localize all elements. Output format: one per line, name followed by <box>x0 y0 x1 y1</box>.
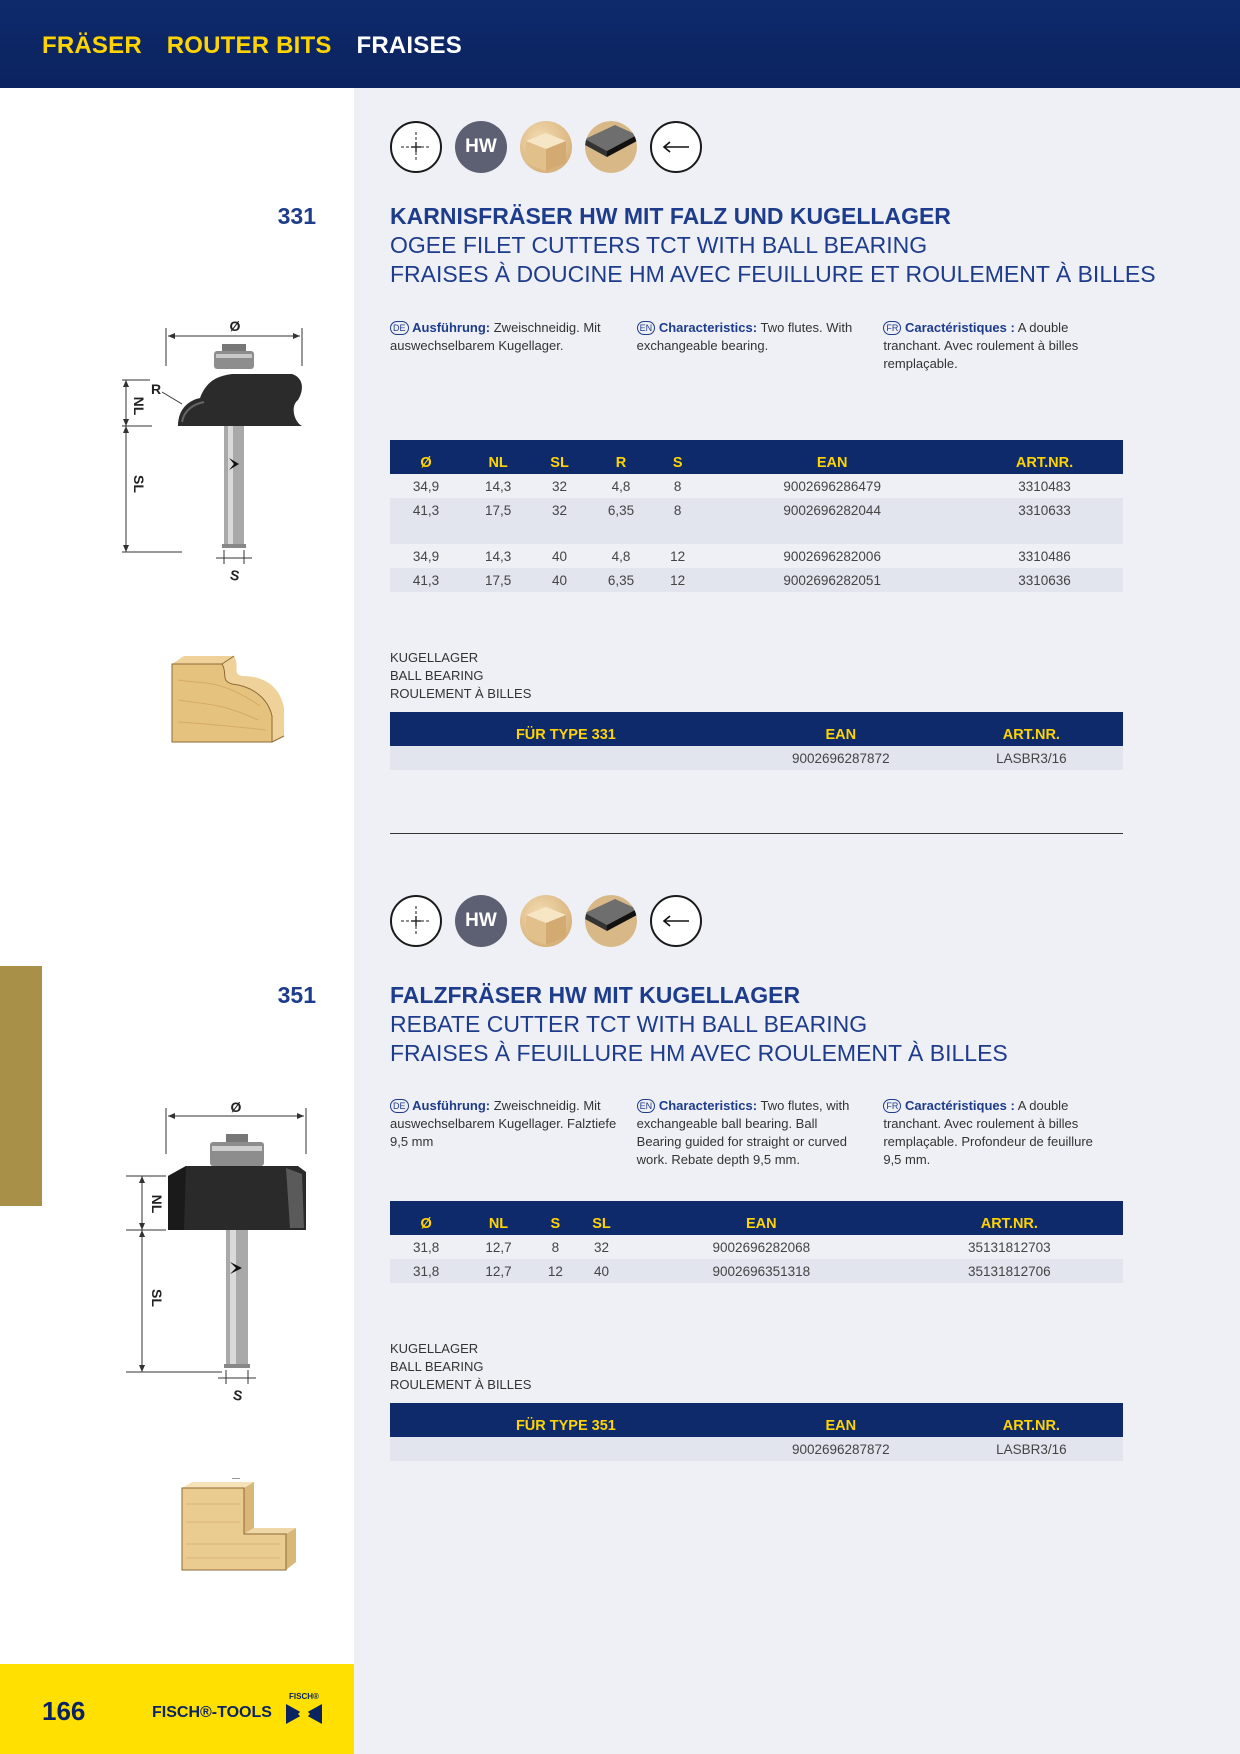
bearing-label <box>390 649 531 703</box>
table-cell: 9002696282044 <box>698 498 966 522</box>
nl-label: NL <box>149 1194 165 1214</box>
shank-label: S <box>228 566 241 584</box>
table-header-row <box>390 440 1123 474</box>
lang-badge-en: EN <box>637 321 656 335</box>
column-header: EAN <box>698 440 966 474</box>
table-cell: 31,8 <box>390 1259 462 1283</box>
table-cell: 12 <box>535 1259 576 1283</box>
table-cell: 14,3 <box>484 548 512 564</box>
table-cell: 12 <box>657 568 698 592</box>
column-header: NL <box>462 440 534 474</box>
table-cell: 12,7 <box>462 1259 534 1283</box>
product-title <box>390 981 1008 1068</box>
table-spacer <box>390 522 1123 544</box>
table-cell: 34,9 <box>412 478 440 494</box>
table-row <box>390 746 1123 770</box>
title-en: OGEE FILET CUTTERS TCT WITH BALL BEARING <box>390 232 928 258</box>
type-number: 351 <box>277 982 316 1008</box>
bearing-label-de: KUGELLAGER <box>390 650 479 665</box>
coated-board-icon <box>585 895 637 947</box>
table-cell: 32 <box>594 1239 610 1255</box>
table-cell: 3310486 <box>1018 548 1071 564</box>
table-cell: 8 <box>657 498 698 522</box>
table-row <box>390 568 1123 592</box>
characteristics-fr <box>883 1097 1130 1169</box>
hw-carbide-icon <box>455 895 507 947</box>
diameter-label: Ø <box>229 318 241 334</box>
characteristics-text: Zweischneidig. Mit auswechselbarem Kugellager. Falztiefe 9,5 mm <box>390 1098 617 1149</box>
sl-label: SL <box>131 475 147 493</box>
characteristics-text: Two flutes. With exchangeable bearing. <box>636 320 853 353</box>
lang-badge-fr: FR <box>883 321 901 335</box>
column-header: EAN <box>742 712 940 746</box>
characteristics-en <box>637 1097 884 1169</box>
table-row <box>390 1437 1123 1461</box>
title-de: KARNISFRÄSER HW MIT FALZ UND KUGELLAGER <box>390 203 951 229</box>
section-divider <box>390 833 1123 834</box>
column-header: ART.NR. <box>940 1403 1123 1437</box>
table-cell: 4,8 <box>611 548 631 564</box>
table-cell: 32 <box>534 498 585 522</box>
table-cell: 9002696287872 <box>742 746 940 770</box>
table-spacer-row <box>390 522 1123 544</box>
table-cell: 3310636 <box>966 568 1123 592</box>
cut-profile-image <box>170 650 292 744</box>
table-cell: 6,35 <box>585 568 657 592</box>
column-header: ART.NR. <box>896 1201 1123 1235</box>
characteristics-text: A double tranchant. Avec roulement à billes remplaçable. <box>883 320 1079 371</box>
spec-table <box>390 440 1123 592</box>
fisch-logo-icon <box>284 1690 324 1728</box>
characteristics-label: Ausführung: <box>412 1098 491 1113</box>
table-cell: 34,9 <box>412 548 440 564</box>
table-row <box>390 544 1123 568</box>
table-cell: 9002696282068 <box>712 1239 811 1255</box>
column-header: FÜR TYPE 331 <box>390 712 742 746</box>
hw-label: HW <box>465 136 497 157</box>
column-header: ART.NR. <box>940 712 1123 746</box>
table-row <box>390 1235 1123 1259</box>
table-cell: 31,8 <box>413 1239 440 1255</box>
column-header: EAN <box>742 1403 940 1437</box>
title-fr: FRAISES À DOUCINE HM AVEC FEUILLURE ET ROULEMENT À BILLES <box>390 261 1156 287</box>
characteristics-label: Caractéristiques : <box>904 1098 1015 1113</box>
table-cell: 3310633 <box>966 498 1123 522</box>
bearing-label-fr: ROULEMENT À BILLES <box>390 686 532 701</box>
header-titles <box>42 32 480 60</box>
logo-text: FISCH® <box>289 1692 319 1701</box>
bearing-label-en: BALL BEARING <box>390 1359 484 1374</box>
title-en: REBATE CUTTER TCT WITH BALL BEARING <box>390 1011 868 1037</box>
table-cell <box>390 1437 742 1461</box>
solid-wood-icon <box>520 895 572 947</box>
table-cell: 3310483 <box>1018 478 1071 494</box>
characteristics-de <box>390 319 637 373</box>
table-row <box>390 1259 1123 1283</box>
bearing-table <box>390 712 1123 770</box>
title-de: FALZFRÄSER HW MIT KUGELLAGER <box>390 982 801 1008</box>
column-header: NL <box>462 1201 534 1235</box>
solid-wood-icon <box>520 121 572 173</box>
column-header: FÜR TYPE 351 <box>390 1403 742 1437</box>
lang-badge-de: DE <box>390 321 409 335</box>
page-footer <box>0 1664 354 1754</box>
diameter-label: Ø <box>230 1099 242 1115</box>
characteristics-label: Caractéristiques : <box>904 320 1015 335</box>
page-header <box>0 0 1240 88</box>
router-bit-drawing <box>112 318 312 588</box>
table-cell: 41,3 <box>390 568 462 592</box>
table-cell: 9002696282051 <box>698 568 966 592</box>
hw-carbide-icon <box>455 121 507 173</box>
table-header-row <box>390 712 1123 746</box>
table-cell: 40 <box>576 1259 627 1283</box>
header-title-fr: FRAISES <box>356 32 462 59</box>
cut-profile-image <box>180 1478 300 1574</box>
radius-label: R <box>151 381 162 397</box>
table-cell: 35131812703 <box>968 1239 1051 1255</box>
table-cell: 12 <box>670 548 686 564</box>
table-header-row <box>390 1201 1123 1235</box>
chapter-side-tab <box>0 966 42 1206</box>
type-number: 331 <box>277 203 316 229</box>
characteristics-label: Characteristics: <box>658 1098 758 1113</box>
feature-icons <box>390 121 702 173</box>
lang-badge-de: DE <box>390 1099 409 1113</box>
table-cell: 40 <box>552 548 568 564</box>
column-header: SL <box>534 440 585 474</box>
column-header: SL <box>576 1201 627 1235</box>
column-header: EAN <box>627 1201 896 1235</box>
hw-label: HW <box>465 910 497 931</box>
bearing-label <box>390 1340 531 1394</box>
column-header: S <box>657 440 698 474</box>
router-bit-drawing <box>126 1096 316 1406</box>
table-cell: 41,3 <box>390 498 462 522</box>
column-header: S <box>535 1201 576 1235</box>
table-row <box>390 474 1123 498</box>
bearing-label-en: BALL BEARING <box>390 668 484 683</box>
table-cell: 9002696287872 <box>742 1437 940 1461</box>
table-cell: 17,5 <box>462 498 534 522</box>
table-cell: 12,7 <box>485 1239 512 1255</box>
column-header: R <box>585 440 657 474</box>
header-title-en: ROUTER BITS <box>166 32 332 59</box>
table-cell: 9002696351318 <box>627 1259 896 1283</box>
title-fr: FRAISES À FEUILLURE HM AVEC ROULEMENT À BILLES <box>390 1040 1008 1066</box>
spec-table <box>390 1201 1123 1283</box>
column-header: Ø <box>390 440 462 474</box>
lang-badge-en: EN <box>637 1099 656 1113</box>
feature-icons <box>390 895 702 947</box>
sl-label: SL <box>149 1289 165 1307</box>
feed-direction-arrow-icon <box>650 895 702 947</box>
page-number: 166 <box>42 1696 86 1726</box>
characteristics-text: Zweischneidig. Mit auswechselbarem Kugellager. <box>390 320 601 353</box>
nl-label: NL <box>131 396 147 416</box>
table-cell: 9002696282006 <box>783 548 881 564</box>
coated-board-icon <box>585 121 637 173</box>
table-cell: 14,3 <box>484 478 512 494</box>
table-cell: LASBR3/16 <box>940 1437 1123 1461</box>
table-cell: 4,8 <box>611 478 631 494</box>
lang-badge-fr: FR <box>883 1099 901 1113</box>
table-cell: 9002696286479 <box>783 478 881 494</box>
feed-direction-arrow-icon <box>650 121 702 173</box>
table-cell: 8 <box>673 478 682 494</box>
table-cell: 8 <box>551 1239 560 1255</box>
characteristics-text: A double tranchant. Avec roulement à billes remplaçable. Profondeur de feuillure 9,5 mm. <box>883 1098 1093 1167</box>
characteristics-fr <box>883 319 1130 373</box>
bearing-table <box>390 1403 1123 1461</box>
characteristics-label: Characteristics: <box>658 320 758 335</box>
characteristics-de <box>390 1097 637 1169</box>
crosshair-icon <box>390 895 442 947</box>
characteristics <box>390 319 1130 373</box>
header-title-de: FRÄSER <box>42 32 142 59</box>
column-header: Ø <box>390 1201 462 1235</box>
table-header-row <box>390 1403 1123 1437</box>
characteristics-label: Ausführung: <box>412 320 491 335</box>
bearing-label-de: KUGELLAGER <box>390 1341 479 1356</box>
characteristics-text: Two flutes, with exchangeable ball bearing. Ball Bearing guided for straight or curved work. Rebate depth 9,5 mm. <box>636 1098 850 1167</box>
table-cell: 35131812706 <box>896 1259 1123 1283</box>
brand-name: FISCH®-TOOLS <box>152 1704 272 1721</box>
shank-label: S <box>231 1386 244 1404</box>
table-cell: 32 <box>552 478 568 494</box>
bearing-label-fr: ROULEMENT À BILLES <box>390 1377 532 1392</box>
table-cell <box>390 746 742 770</box>
characteristics-en <box>637 319 884 373</box>
table-cell: 40 <box>534 568 585 592</box>
table-cell: 6,35 <box>585 498 657 522</box>
crosshair-icon <box>390 121 442 173</box>
table-cell: LASBR3/16 <box>940 746 1123 770</box>
table-cell: 17,5 <box>462 568 534 592</box>
table-row <box>390 498 1123 522</box>
characteristics <box>390 1097 1130 1169</box>
product-title <box>390 202 1156 289</box>
column-header: ART.NR. <box>966 440 1123 474</box>
